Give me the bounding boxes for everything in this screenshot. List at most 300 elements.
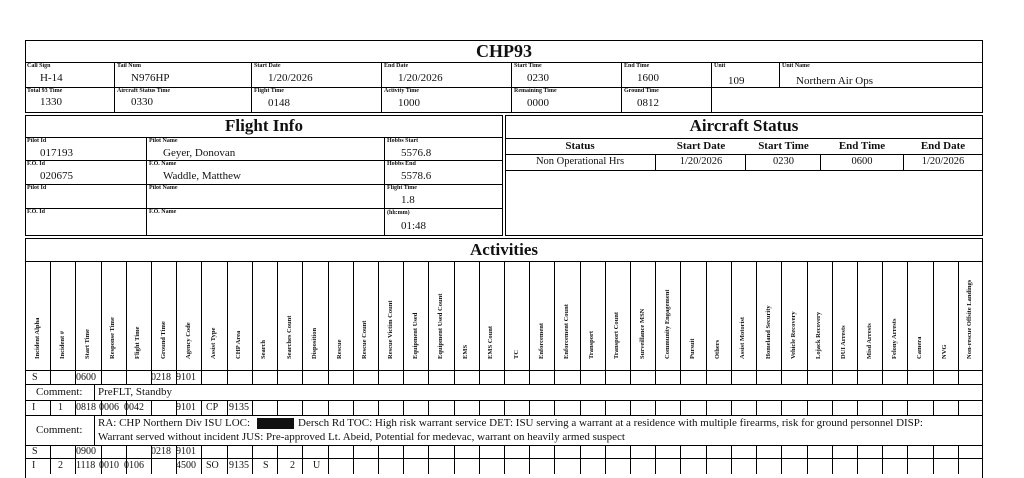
column-header-label: Rescue — [336, 339, 344, 359]
divider — [25, 400, 983, 401]
row1-ground-time: 0218 — [151, 372, 171, 383]
column-header — [227, 267, 252, 367]
divider — [302, 445, 303, 474]
column-header-label: Equipment Used Count — [436, 293, 444, 359]
column-header-label: Transport — [588, 330, 596, 359]
end-date-header: End Date — [920, 140, 966, 152]
flight-time-value: 0148 — [268, 97, 290, 109]
divider — [529, 445, 530, 474]
divider — [353, 370, 354, 384]
divider — [706, 400, 707, 415]
row4-searches-count: 2 — [290, 460, 295, 471]
divider — [781, 261, 782, 370]
divider — [630, 400, 631, 415]
comment-label: Comment: — [36, 386, 83, 398]
divider — [25, 184, 503, 185]
divider — [933, 445, 934, 474]
row1-agency-code: 9101 — [176, 372, 196, 383]
column-header-label: Homeland Security — [764, 305, 772, 359]
column-header — [403, 267, 428, 367]
divider — [857, 370, 858, 384]
divider — [114, 62, 115, 113]
divider — [680, 370, 681, 384]
divider — [554, 370, 555, 384]
remaining-time-value: 0000 — [527, 97, 549, 109]
column-header — [857, 267, 882, 367]
divider — [252, 370, 253, 384]
total-93-time-label: Total 93 Time — [27, 88, 63, 94]
end-time-value: 0600 — [851, 156, 873, 167]
column-header-label: Equipment Used — [411, 312, 419, 359]
column-header — [252, 267, 277, 367]
divider — [832, 400, 833, 415]
divider — [50, 445, 51, 474]
divider — [126, 370, 127, 384]
comment-text-line1a: RA: CHP Northern Div ISU LOC: — [98, 417, 251, 429]
hobbs-end-label: Hobbs End — [387, 161, 416, 167]
column-header — [479, 267, 504, 367]
column-header-label: Others — [714, 339, 722, 359]
page-title: CHP93 — [476, 41, 532, 61]
column-header-label: Camera — [915, 336, 923, 359]
flight-time-label: Flight Time — [254, 88, 284, 94]
divider — [328, 400, 329, 415]
row4-flight-time: 0106 — [124, 460, 144, 471]
unit-label: Unit — [714, 63, 726, 69]
divider — [807, 370, 808, 384]
divider — [933, 370, 934, 384]
divider — [403, 261, 404, 370]
column-header-label: Felony Arrests — [890, 318, 898, 359]
divider — [580, 261, 581, 370]
fo-id-value: 020675 — [40, 170, 73, 182]
divider — [907, 400, 908, 415]
divider — [50, 370, 51, 384]
divider — [252, 261, 253, 370]
column-header — [680, 267, 705, 367]
column-header-label: Incident # — [58, 331, 66, 359]
divider — [933, 261, 934, 370]
column-header — [630, 267, 655, 367]
start-time-label: Start Time — [514, 63, 542, 69]
column-header-label: Response Time — [109, 317, 117, 359]
divider — [328, 261, 329, 370]
column-header-label: Misd Arrests — [865, 323, 873, 359]
divider — [731, 370, 732, 384]
divider — [252, 445, 253, 474]
divider — [227, 370, 228, 384]
fo-name-value: Waddle, Matthew — [163, 170, 241, 182]
divider — [378, 445, 379, 474]
divider — [807, 400, 808, 415]
comment-text: PreFLT, Standby — [98, 386, 172, 398]
divider — [807, 445, 808, 474]
divider — [505, 154, 983, 155]
divider — [454, 445, 455, 474]
divider — [126, 261, 127, 370]
column-header — [832, 267, 857, 367]
column-header-label: CHP Area — [235, 330, 243, 359]
divider — [529, 261, 530, 370]
divider — [958, 261, 959, 370]
start-date-label: Start Date — [254, 63, 281, 69]
divider — [680, 445, 681, 474]
divider — [25, 458, 983, 459]
column-header — [504, 267, 529, 367]
divider — [680, 261, 681, 370]
divider — [832, 261, 833, 370]
divider — [227, 445, 228, 474]
column-header — [75, 267, 100, 367]
divider — [731, 400, 732, 415]
divider — [454, 261, 455, 370]
divider — [504, 400, 505, 415]
fo-id-label: F.O. Id — [27, 161, 45, 167]
comment-label: Comment: — [36, 424, 83, 436]
divider — [75, 261, 76, 370]
divider — [779, 62, 780, 88]
row3-agency-code: 9101 — [176, 446, 196, 457]
column-header — [176, 267, 201, 367]
divider — [706, 445, 707, 474]
divider — [807, 261, 808, 370]
column-header-label: Rescue Victim Count — [386, 300, 394, 359]
activity-time-label: Activity Time — [384, 88, 419, 94]
divider — [731, 261, 732, 370]
divider — [882, 261, 883, 370]
column-header-label: Search — [260, 339, 268, 359]
pilot-name-value: Geyer, Donovan — [163, 147, 236, 159]
divider — [378, 370, 379, 384]
divider — [630, 370, 631, 384]
column-header — [126, 267, 151, 367]
divider — [328, 445, 329, 474]
divider — [151, 261, 152, 370]
column-header — [529, 267, 554, 367]
fo-id-2-label: F.O. Id — [27, 209, 45, 215]
activity-time-value: 1000 — [398, 97, 420, 109]
divider — [94, 384, 95, 400]
divider — [756, 445, 757, 474]
divider — [378, 261, 379, 370]
redaction-block — [257, 418, 294, 429]
column-header — [277, 267, 302, 367]
divider — [428, 261, 429, 370]
divider — [504, 370, 505, 384]
divider — [201, 261, 202, 370]
divider — [227, 261, 228, 370]
divider — [933, 400, 934, 415]
start-date-value: 1/20/2026 — [679, 156, 723, 167]
row4-incident-alpha: I — [32, 460, 36, 471]
divider — [201, 370, 202, 384]
start-time-header: Start Time — [758, 140, 809, 152]
divider — [756, 261, 757, 370]
divider — [907, 370, 908, 384]
flight-time-label: Flight Time — [387, 185, 417, 191]
divider — [711, 62, 712, 113]
column-header-label: Community Engagement — [663, 289, 671, 359]
column-header — [101, 267, 126, 367]
column-header-label: Incident Alpha — [33, 317, 41, 359]
status-header: Status — [565, 140, 595, 152]
divider — [353, 400, 354, 415]
tail-num-label: Tail Num — [117, 63, 141, 69]
divider — [505, 170, 983, 171]
divider — [706, 370, 707, 384]
total-93-time-value: 1330 — [40, 96, 62, 108]
column-header-label: DUI Arrests — [840, 325, 848, 359]
divider — [511, 62, 512, 113]
divider — [479, 400, 480, 415]
column-header-label: EMS — [462, 344, 470, 359]
divider — [353, 445, 354, 474]
column-header — [655, 267, 680, 367]
column-header-label: Start Time — [84, 329, 91, 359]
column-header — [781, 267, 806, 367]
end-time-header: End Time — [838, 140, 886, 152]
row3-ground-time: 0218 — [151, 446, 171, 457]
divider — [353, 261, 354, 370]
divider — [328, 370, 329, 384]
row2-incident-alpha: I — [32, 402, 36, 413]
column-header-label: Disposition — [310, 327, 318, 359]
divider — [479, 261, 480, 370]
divider — [781, 370, 782, 384]
ground-time-value: 0812 — [637, 97, 659, 109]
divider — [25, 384, 983, 385]
column-header — [580, 267, 605, 367]
column-header — [706, 267, 731, 367]
column-header-label: Enforcement Count — [563, 304, 570, 359]
divider — [428, 370, 429, 384]
divider — [505, 138, 983, 139]
end-time-label: End Time — [624, 63, 650, 69]
row1-incident-alpha: S — [32, 372, 38, 383]
column-header-label: Assist Motorist — [739, 316, 747, 359]
start-time-value: 0230 — [527, 72, 549, 84]
divider — [605, 445, 606, 474]
divider — [25, 137, 503, 138]
pilot-id-value: 017193 — [40, 147, 73, 159]
divider — [504, 445, 505, 474]
column-header — [731, 267, 756, 367]
divider — [25, 415, 983, 416]
divider — [403, 370, 404, 384]
column-header-label: Surveillance MSN — [638, 308, 646, 359]
divider — [101, 370, 102, 384]
divider — [277, 370, 278, 384]
row4-incident-num: 2 — [58, 460, 63, 471]
row4-assist-type: SO — [206, 460, 219, 471]
column-header-label: Transport Count — [613, 311, 621, 359]
divider — [302, 261, 303, 370]
call-sign-value: H-14 — [40, 72, 63, 84]
divider — [580, 400, 581, 415]
column-header — [933, 267, 958, 367]
divider — [201, 400, 202, 415]
column-header — [328, 267, 353, 367]
row4-disposition: U — [313, 460, 321, 471]
divider — [958, 400, 959, 415]
comment-text-line1b: Dersch Rd TOC: High risk warrant service DET: ISU serving a warrant at a residence with multiple firearms, risk for ground personnel DISP: — [298, 417, 923, 429]
row2-flight-time: 0042 — [124, 402, 144, 413]
divider — [251, 62, 252, 113]
flight-time-value: 1.8 — [401, 194, 415, 206]
column-header-label: Rescue Count — [361, 320, 369, 359]
divider — [529, 400, 530, 415]
divider — [101, 261, 102, 370]
start-date-header: Start Date — [676, 140, 726, 152]
row2-incident-num: 1 — [58, 402, 63, 413]
column-header-label: NVG — [941, 344, 949, 359]
pilot-name-label: Pilot Name — [149, 138, 178, 144]
column-header-label: Flight Time — [134, 326, 142, 359]
column-header — [428, 267, 453, 367]
divider — [958, 370, 959, 384]
pilot-id-2-label: Pilot Id — [27, 185, 47, 191]
divider — [605, 370, 606, 384]
hobbs-end-value: 5578.6 — [401, 170, 432, 182]
divider — [384, 137, 385, 236]
column-header — [201, 267, 226, 367]
column-header-label: TC — [512, 349, 520, 359]
divider — [403, 400, 404, 415]
divider — [302, 400, 303, 415]
row2-response-time: 0006 — [99, 402, 119, 413]
column-header-label: Searches Count — [285, 315, 293, 359]
row3-start-time: 0900 — [76, 446, 96, 457]
row2-agency-code: 9101 — [176, 402, 196, 413]
tail-num-value: N976HP — [131, 72, 170, 84]
column-header — [882, 267, 907, 367]
unit-name-value: Northern Air Ops — [796, 75, 873, 87]
pilot-name-2-label: Pilot Name — [149, 185, 178, 191]
divider — [428, 400, 429, 415]
divider — [756, 370, 757, 384]
divider — [94, 415, 95, 445]
divider — [554, 400, 555, 415]
divider — [504, 261, 505, 370]
divider — [554, 261, 555, 370]
row4-chp-area: 9135 — [229, 460, 249, 471]
divider — [680, 400, 681, 415]
hhmm-value: 01:48 — [401, 220, 427, 232]
divider — [50, 261, 51, 370]
divider — [252, 400, 253, 415]
comment-text-line2: Warrant served without incident JUS: Pre-approved Lt. Abeid, Potential for medevac, warrant on heavily armed suspect — [98, 431, 625, 443]
divider — [756, 400, 757, 415]
divider — [605, 261, 606, 370]
flight-info-title: Flight Info — [225, 116, 303, 135]
divider — [580, 370, 581, 384]
column-header — [605, 267, 630, 367]
divider — [882, 400, 883, 415]
row4-agency-code: 4500 — [176, 460, 196, 471]
divider — [479, 370, 480, 384]
fo-name-label: F.O. Name — [149, 161, 177, 167]
divider — [857, 261, 858, 370]
divider — [403, 445, 404, 474]
divider — [176, 261, 177, 370]
divider — [277, 445, 278, 474]
hobbs-start-label: Hobbs Start — [387, 138, 419, 144]
column-header — [151, 267, 176, 367]
row4-start-time: 1118 — [76, 460, 96, 471]
divider — [630, 445, 631, 474]
pilot-id-label: Pilot Id — [27, 138, 47, 144]
start-date-value: 1/20/2026 — [268, 72, 313, 84]
divider — [554, 445, 555, 474]
column-header — [756, 267, 781, 367]
divider — [857, 445, 858, 474]
column-header — [554, 267, 579, 367]
column-header-label: Vehicle Recovery — [789, 311, 797, 359]
row4-response-time: 0010 — [99, 460, 119, 471]
unit-value: 109 — [728, 75, 745, 87]
divider — [706, 261, 707, 370]
divider — [227, 400, 228, 415]
divider — [529, 370, 530, 384]
divider — [958, 445, 959, 474]
column-header — [353, 267, 378, 367]
divider — [655, 400, 656, 415]
divider — [302, 370, 303, 384]
divider — [25, 208, 503, 209]
column-header — [378, 267, 403, 367]
row4-search: S — [263, 460, 269, 471]
hhmm-label: (hh:mm) — [387, 210, 410, 216]
divider — [781, 445, 782, 474]
column-header — [302, 267, 327, 367]
divider — [25, 62, 983, 63]
aircraft-status-time-label: Aircraft Status Time — [117, 88, 170, 94]
divider — [277, 400, 278, 415]
column-header-label: Ground Time — [159, 321, 167, 359]
row3-incident-alpha: S — [32, 446, 38, 457]
divider — [630, 261, 631, 370]
divider — [882, 370, 883, 384]
column-header — [50, 267, 75, 367]
divider — [454, 400, 455, 415]
divider — [580, 445, 581, 474]
status-value: Non Operational Hrs — [535, 156, 625, 167]
divider — [151, 400, 152, 415]
column-header-label: Assist Type — [210, 327, 218, 359]
divider — [621, 62, 622, 113]
divider — [655, 261, 656, 370]
column-header-label: EMS Count — [487, 325, 495, 359]
divider — [882, 445, 883, 474]
hobbs-start-value: 5576.8 — [401, 147, 432, 159]
divider — [381, 62, 382, 113]
divider — [907, 445, 908, 474]
end-date-value: 1/20/2026 — [398, 72, 443, 84]
divider — [201, 445, 202, 474]
column-header — [807, 267, 832, 367]
start-time-value: 0230 — [773, 156, 794, 167]
end-date-value: 1/20/2026 — [921, 156, 965, 167]
column-header — [454, 267, 479, 367]
column-header — [958, 267, 983, 367]
activities-title: Activities — [470, 240, 538, 259]
column-header-label: Lojack Recovery — [815, 311, 823, 359]
column-header-label: Non-rescue Offsite Landings — [966, 279, 974, 359]
divider — [655, 445, 656, 474]
column-header-label: Enforcement — [537, 323, 545, 359]
row2-start-time: 0818 — [76, 402, 96, 413]
divider — [605, 400, 606, 415]
